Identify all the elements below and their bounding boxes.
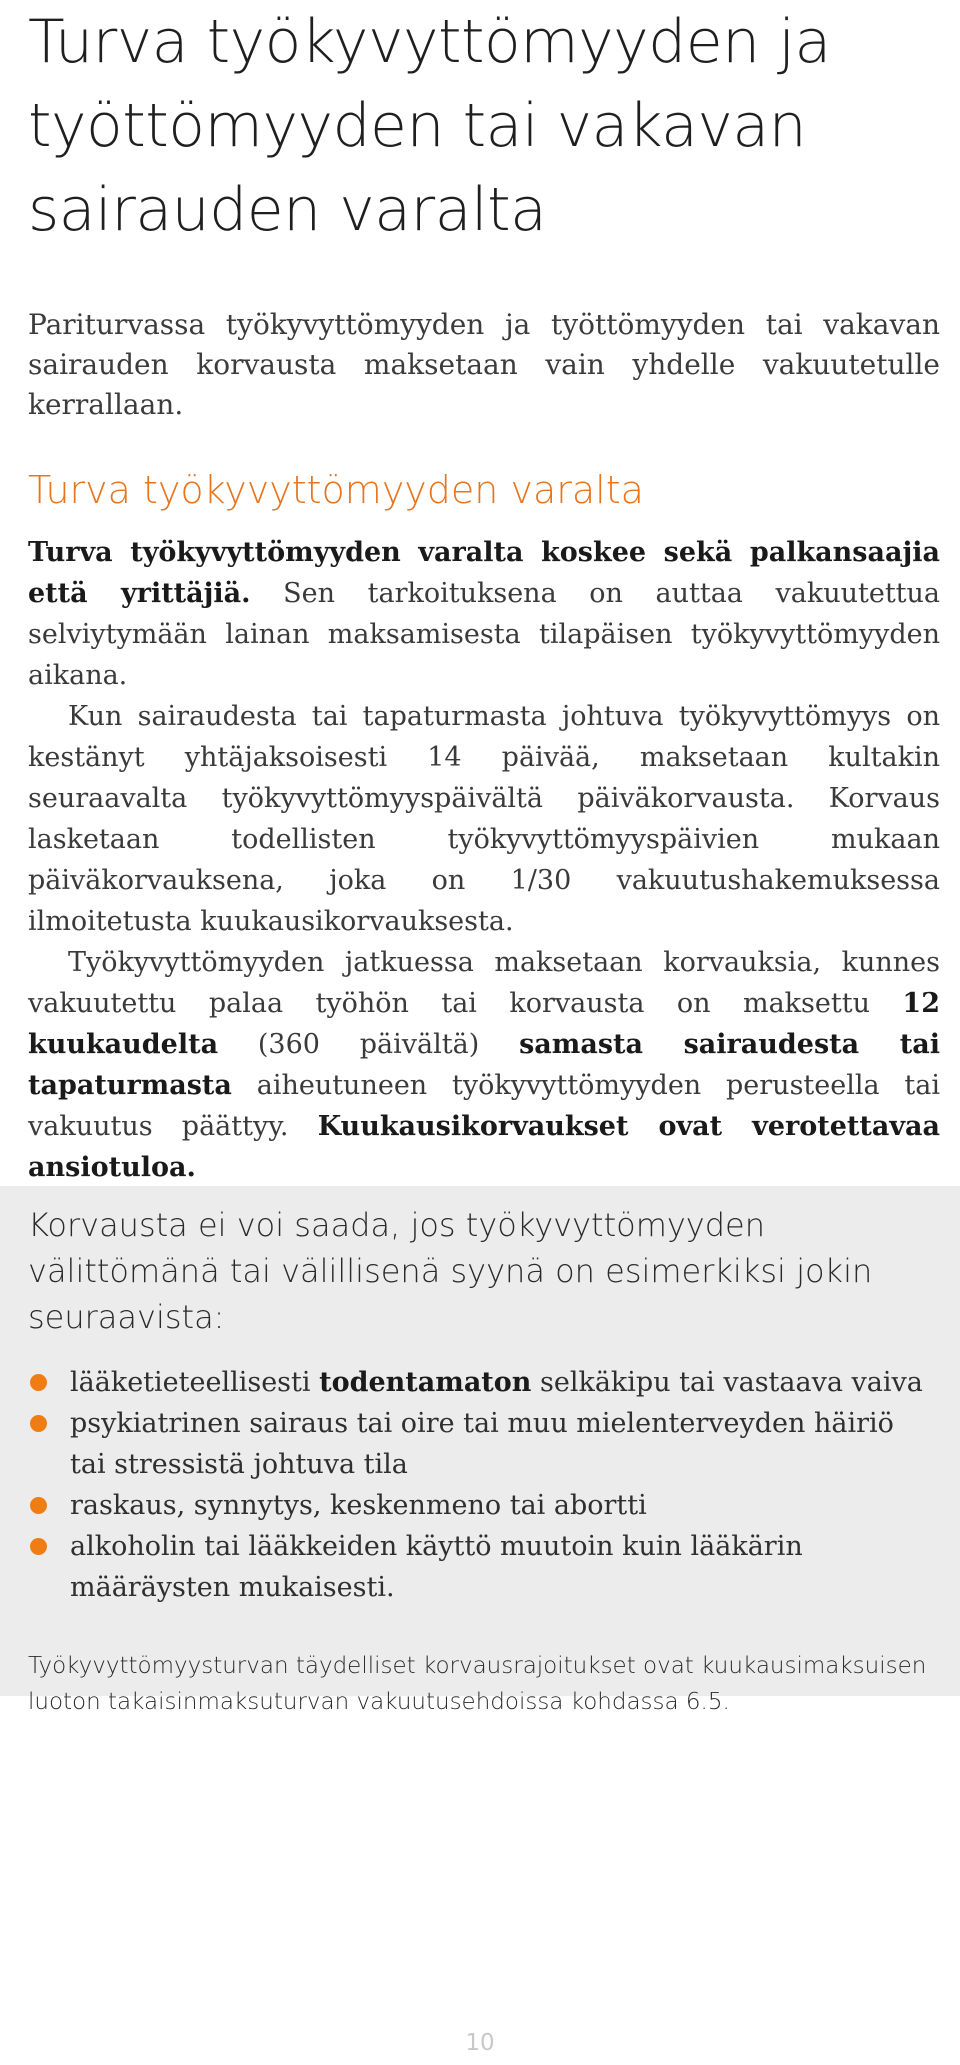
exclusions-list bbox=[28, 1362, 932, 1608]
page-title: Turva työkyvyttömyyden ja työttömyyden tai vakavan sairauden varalta bbox=[28, 7, 831, 245]
list-item-text: alkoholin tai lääkkeiden käyttö muutoin kuin lääkärin määräysten mukaisesti. bbox=[70, 1531, 803, 1603]
paragraph-text: Työkyvyttömyyden jatkuessa maksetaan korvauksia, kunnes vakuutettu palaa työhön tai korvausta on maksettu bbox=[28, 947, 940, 1019]
cause-bold-text: samasta sairaudesta tai tapaturmasta bbox=[28, 1029, 940, 1101]
list-item bbox=[28, 1485, 932, 1526]
section-heading: Turva työkyvyttömyyden varalta bbox=[28, 468, 644, 512]
paragraph-text: aiheutuneen työkyvyttömyyden perusteella tai vakuutus päättyy. bbox=[28, 1070, 940, 1142]
list-item-text: selkäkipu tai vastaava vaiva bbox=[531, 1367, 923, 1398]
bullet-dot-icon bbox=[30, 1374, 47, 1391]
page-number: 10 bbox=[465, 2030, 495, 2056]
bullet-dot-icon bbox=[30, 1415, 47, 1432]
list-item bbox=[28, 1526, 932, 1608]
list-item-text: lääketieteellisesti bbox=[70, 1367, 320, 1398]
list-item-text: raskaus, synnytys, keskenmeno tai abortti bbox=[70, 1490, 647, 1521]
list-item bbox=[28, 1403, 932, 1485]
bullet-dot-icon bbox=[30, 1538, 47, 1555]
paragraph-text: Sen tarkoituksena on auttaa vakuutettua selviytymään lainan maksamisesta tilapäisen työkyvyttömyyden aikana. bbox=[28, 578, 941, 691]
list-item-bold-text: todentamaton bbox=[319, 1367, 532, 1398]
exclusions-note: Työkyvyttömyysturvan täydelliset korvausrajoitukset ovat kuukausimaksuisen luoton takaisinmaksuturvan vakuutusehdoissa kohdassa 6.5. bbox=[28, 1653, 927, 1715]
exclusions-heading: Korvausta ei voi saada, jos työkyvyttömyyden välittömänä tai välillisenä syynä on esimerkiksi jokin seuraavista: bbox=[28, 1206, 873, 1336]
intro-paragraph: Pariturvassa työkyvyttömyyden ja työttömyyden tai vakavan sairauden korvausta maksetaan vain yhdelle vakuutetulle kerrallaan. bbox=[28, 308, 940, 421]
lead-bold-text: Turva työkyvyttömyyden varalta koskee sekä palkansaajia että yrittäjiä. bbox=[28, 537, 940, 609]
list-item-text: psykiatrinen sairaus tai oire tai muu mielenterveyden häiriö tai stressistä johtuva tila bbox=[70, 1408, 894, 1480]
body-paragraph-3 bbox=[28, 942, 940, 1188]
body-paragraph-1 bbox=[28, 532, 940, 696]
body-paragraph-2: Kun sairaudesta tai tapaturmasta johtuva työkyvyttömyys on kestänyt yhtäjaksoisesti 14 päivää, maksetaan kultakin seuraavalta työkyvyttömyyspäivältä päiväkorvausta. Korvaus lasketaan todellisten työkyvyttömyyspäivien mukaan päiväkorvauksena, joka on 1/30 vakuutushakemuksessa ilmoitetusta kuukausikorvauksesta. bbox=[28, 701, 940, 937]
exclusions-box bbox=[0, 1186, 960, 1715]
taxable-bold-text: Kuukausikorvaukset ovat verotettavaa ansiotuloa. bbox=[28, 1111, 940, 1183]
duration-bold-text: 12 kuukaudelta bbox=[28, 988, 940, 1060]
list-item bbox=[28, 1362, 932, 1403]
section-body bbox=[28, 532, 940, 1188]
bullet-dot-icon bbox=[30, 1497, 47, 1514]
paragraph-text: (360 päivältä) bbox=[218, 1029, 520, 1060]
